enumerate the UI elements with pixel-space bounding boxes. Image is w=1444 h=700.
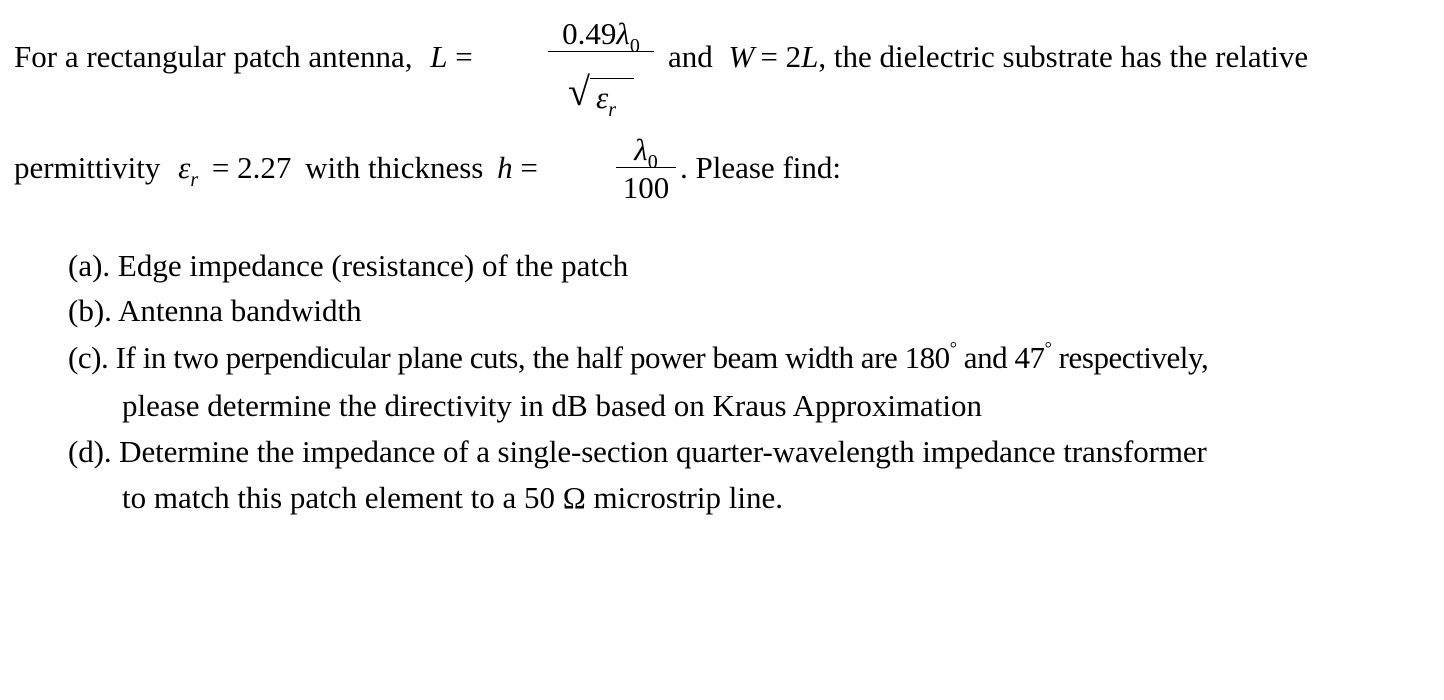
eps-value: = 2.27 [211,150,292,185]
h-fraction-bar [616,167,676,168]
W-L-symbol: L [801,39,819,74]
item-text-mid: and 47 [956,340,1045,375]
with-thickness: with thickness [305,150,484,185]
intro-line-1 [14,41,473,72]
sqrt-bar [590,78,634,79]
W-expr: = 2 [760,39,802,74]
h-denominator: 100 [622,170,670,205]
list-item [68,295,362,326]
degree-mark: ° [949,338,957,358]
item-text: Edge impedance (resistance) of the patch [117,248,629,283]
W-symbol: W [728,39,755,74]
epsilon-r-symbol [178,150,199,191]
intro-line2-prefix: permittivity [14,150,161,185]
h-symbol: h [497,150,513,185]
h-equals: = [520,150,538,185]
intro-line1-suffix: , the dielectric substrate has the relative [818,39,1309,74]
list-item-continuation: please determine the directivity in dB based on Kraus Approximation [122,388,983,423]
intro-line-1-rest [668,41,1308,72]
L-numerator [548,16,654,57]
list-item [68,436,1207,467]
epsilon-symbol: ε [596,80,609,115]
degree-mark: ° [1044,338,1052,358]
intro-line2-suffix: . Please find: [680,150,841,185]
epsilon-r-eps: ε [178,150,191,185]
item-tag: (d). [68,434,112,469]
list-item [68,250,628,281]
epsilon-subscript: r [608,99,617,121]
h-lambda-sub: 0 [647,151,658,173]
lambda-symbol: λ [616,16,630,51]
item-tag: (b). [68,293,112,328]
item-tag: (a). [68,248,111,283]
L-num-coef: 0.49 [562,16,617,51]
intro-line-2 [14,150,538,191]
item-text: If in two perpendicular plane cuts, the half power beam width are 180 [115,340,950,375]
L-symbol: L [430,39,448,74]
list-item-continuation: to match this patch element to a 50 Ω microstrip line. [122,480,783,515]
sqrt-icon: √ [568,69,590,114]
lambda-subscript: 0 [629,35,640,57]
epsilon-r-sub: r [190,169,199,191]
and-word: and [668,39,713,74]
h-lambda: λ [634,132,648,167]
h-fraction [616,134,676,203]
intro-line1-prefix: For a rectangular patch antenna, [14,39,413,74]
h-numerator [616,132,676,173]
L-denominator [596,80,617,121]
item-tag: (c). [68,340,109,375]
list-item [68,338,1209,375]
equals-sign: = [455,39,473,74]
L-fraction [548,16,654,57]
item-text-end: respectively, [1051,340,1209,375]
item-text: Determine the impedance of a single-section quarter-wavelength impedance transformer [119,434,1207,469]
item-text: Antenna bandwidth [117,293,362,328]
